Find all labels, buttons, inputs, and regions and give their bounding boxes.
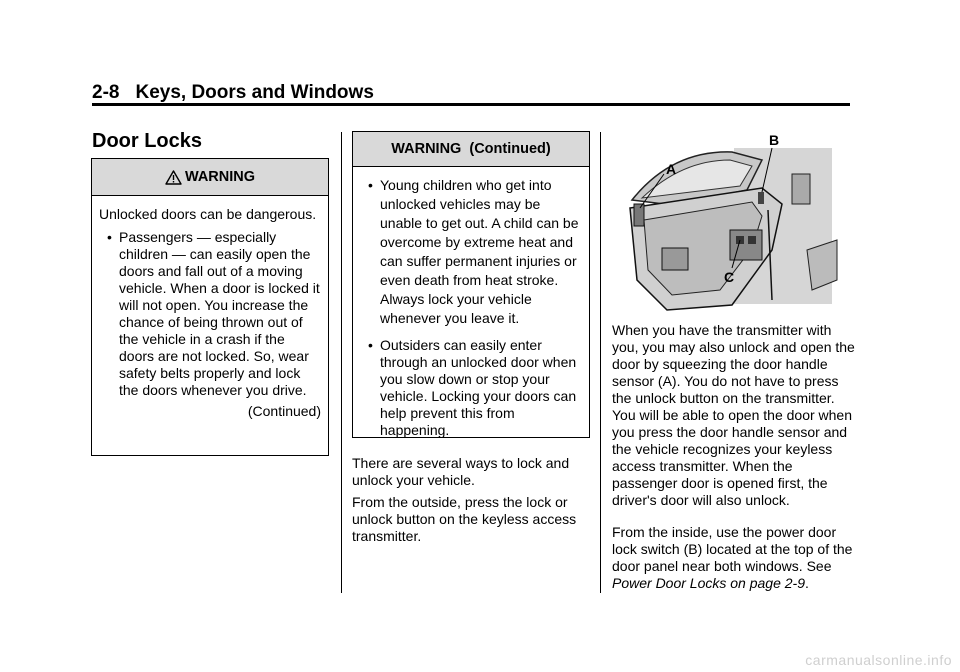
warning-title: WARNING [184,169,256,185]
callout-label-b: B [769,132,780,148]
warning-body [92,196,328,420]
warning-triangle-icon [165,170,182,185]
watermark: carmanualsonline.info [805,652,952,668]
column-divider-2 [600,132,601,593]
callout-label-a: A [666,161,677,177]
paragraph-power-lock [612,524,856,592]
power-lock-text: From the inside, use the power door lock switch (B) located at the top of the door panel near both windows. See [612,524,853,574]
warning-bullet-children: • Young children who get into unlocked vehicles may be unable to get out. A child can be overcome by extreme heat and can suffer permanent injuries or even death from heat stroke. Always lock your vehicle whenever you leave it. [360,176,582,328]
warning-continued-box [352,131,590,438]
warning-box [91,158,329,456]
warning-header [92,159,328,196]
power-lock-end: . [805,575,809,591]
warning-bullet: • Passengers — especially children — can easily open the doors and fall out of a moving vehicle. When a door is locked it will not open. You increase the chance of being thrown out of the vehicle in a crash if the doors are not locked. So, wear safety belts properly and lock the doors whenever you drive. [99,229,321,399]
column-divider-1 [341,132,342,593]
paragraph-ways: There are several ways to lock and unlock your vehicle. [352,455,570,488]
warning-continued-header [353,132,589,167]
paragraph-outside: From the outside, press the lock or unlock button on the keyless access transmitter. [352,494,577,544]
page-header [92,82,374,104]
warning-bullet-outsiders: • Outsiders can easily enter through an unlocked door when you slow down or stop your vehicle. Locking your doors can help prevent this from happening. [360,337,582,439]
header-rule [92,103,850,106]
door-illustration [612,130,842,320]
section-heading: Door Locks [92,130,203,152]
warning-continued-title: WARNING (Continued) [391,141,551,157]
warning-intro: Unlocked doors can be dangerous. [99,206,317,222]
warning-continued-bullets [360,176,582,439]
callout-label-c: C [724,269,735,285]
warning-continued-body [353,167,589,439]
continued-note: (Continued) [247,403,321,419]
page-number: 2-8 [92,82,120,103]
paragraph-handle-sensor: When you have the transmitter with you, you may also unlock and open the door by squeezing the door handle sensor (A). You do not have to press the unlock button on the transmitter. You will be able to open the door when you press the door handle sensor and the vehicle recognizes your keyless access transmitter. When the passenger door is opened first, the driver's door will also unlock. [612,322,855,508]
warning-bullet-list [99,229,321,399]
section-title: Keys, Doors and Windows [135,82,374,103]
cross-reference-link[interactable]: Power Door Locks on page 2-9 [612,575,805,591]
